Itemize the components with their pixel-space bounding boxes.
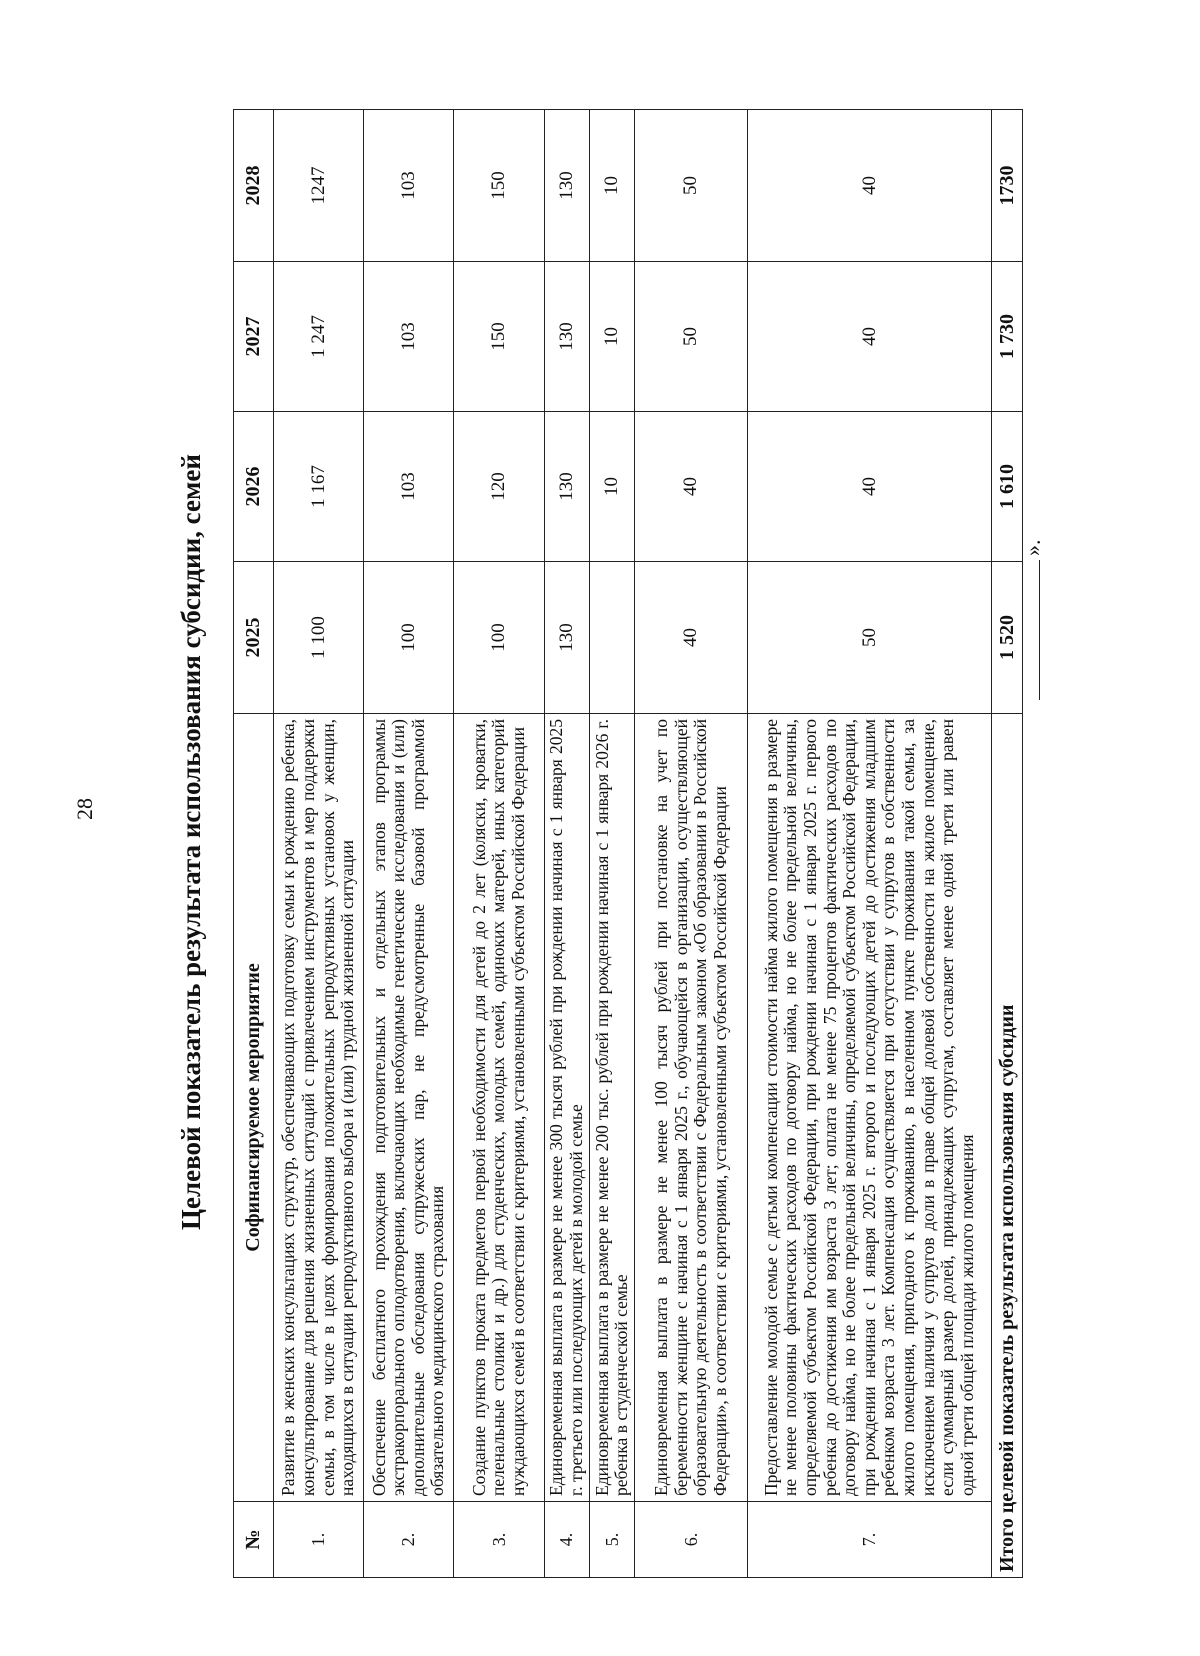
row-value-2026: 10 xyxy=(590,412,635,562)
closing-quote: ». xyxy=(1020,539,1045,556)
row-value-2026: 1 167 xyxy=(274,412,364,562)
row-value-2027: 50 xyxy=(635,262,748,412)
page-number: 28 xyxy=(72,798,97,820)
header-activity: Софинансируемое мероприятие xyxy=(234,714,274,1502)
row-value-2025: 130 xyxy=(544,562,589,714)
row-value-2026: 103 xyxy=(364,412,454,562)
subsidy-table-container xyxy=(233,110,1023,1578)
row-value-2025: 100 xyxy=(364,562,454,714)
row-activity: Единовременная выплата в размере не менее 200 тыс. рублей при рождении начиная с 1 января 2026 г. ребенка в студенческой семье xyxy=(590,714,635,1502)
table-row xyxy=(274,110,364,1578)
row-value-2027: 130 xyxy=(544,262,589,412)
row-value-2027: 103 xyxy=(364,262,454,412)
header-2028: 2028 xyxy=(234,110,274,262)
total-value-2028: 1730 xyxy=(992,110,1023,262)
row-value-2028: 150 xyxy=(454,110,544,262)
row-number: 7. xyxy=(748,1502,992,1578)
document-title: Целевой показатель результата использования субсидии, семей xyxy=(176,454,206,1230)
row-number: 3. xyxy=(454,1502,544,1578)
table-row xyxy=(748,110,992,1578)
row-activity: Предоставление молодой семье с детьми компенсации стоимости найма жилого помещения в размере не менее половины фактических расходов по договору найма, но не более предельной величины, определяемой субъектом Российской Федерации, при рождении начиная с 1 января 2025 г. первого ребенка до достижения им возраста 3 лет; оплата не менее 75 процентов фактических расходов по договору найма, но не более предельной величины, определяемой субъектом Российской Федерации, при рождении начиная с 1 января 2025 г. второго и последующих детей до достижения младшим ребенком возраста 3 лет. Компенсация осуществляется при отсутствии у супругов в собственности жилого помещения, пригодного к проживанию, в населенном пункте проживания такой семьи, за исключением наличия у супругов доли в праве общей долевой собственности на жилое помещение, если суммарный размер долей, принадлежащих супругам, составляет менее одной трети или равен одной трети общей площади жилого помещения xyxy=(748,714,992,1502)
row-value-2026: 120 xyxy=(454,412,544,562)
table-row xyxy=(544,110,589,1578)
total-label: Итого целевой показатель результата использования субсидии xyxy=(992,714,1023,1578)
row-value-2028: 103 xyxy=(364,110,454,262)
table-row xyxy=(454,110,544,1578)
row-value-2025 xyxy=(590,562,635,714)
row-activity: Развитие в женских консультациях структур, обеспечивающих подготовку семьи к рождению ребенка, консультирование для решения жизненных ситуаций с привлечением инструментов и мер поддержки семьи, в том числе в целях формирования положительных репродуктивных установок у женщин, находящихся в ситуации репродуктивного выбора и (или) трудной жизненной ситуации xyxy=(274,714,364,1502)
row-number: 5. xyxy=(590,1502,635,1578)
row-value-2026: 40 xyxy=(748,412,992,562)
total-value-2027: 1 730 xyxy=(992,262,1023,412)
table-row xyxy=(364,110,454,1578)
header-2025: 2025 xyxy=(234,562,274,714)
row-value-2025: 40 xyxy=(635,562,748,714)
row-value-2026: 40 xyxy=(635,412,748,562)
header-2026: 2026 xyxy=(234,412,274,562)
closing-mark xyxy=(1020,540,1046,701)
row-value-2027: 1 247 xyxy=(274,262,364,412)
row-value-2027: 40 xyxy=(748,262,992,412)
total-row xyxy=(992,110,1023,1578)
row-value-2027: 150 xyxy=(454,262,544,412)
table-row xyxy=(635,110,748,1578)
table-row xyxy=(590,110,635,1578)
row-activity: Создание пунктов проката предметов первой необходимости для детей до 2 лет (коляски, кроватки, пеленальные столики и др.) для студенческих, молодых семей, одиноких матерей, иных категорий нуждающихся семей в соответствии с критериями, установленными субъектом Российской Федерации xyxy=(454,714,544,1502)
row-number: 2. xyxy=(364,1502,454,1578)
row-value-2028: 130 xyxy=(544,110,589,262)
row-value-2028: 50 xyxy=(635,110,748,262)
row-value-2026: 130 xyxy=(544,412,589,562)
closing-line xyxy=(1039,560,1040,700)
row-value-2028: 1247 xyxy=(274,110,364,262)
total-value-2026: 1 610 xyxy=(992,412,1023,562)
row-number: 4. xyxy=(544,1502,589,1578)
row-value-2025: 50 xyxy=(748,562,992,714)
row-value-2028: 40 xyxy=(748,110,992,262)
row-value-2027: 10 xyxy=(590,262,635,412)
subsidy-indicator-table xyxy=(233,109,1023,1578)
row-number: 1. xyxy=(274,1502,364,1578)
row-number: 6. xyxy=(635,1502,748,1578)
row-value-2025: 1 100 xyxy=(274,562,364,714)
row-value-2028: 10 xyxy=(590,110,635,262)
row-value-2025: 100 xyxy=(454,562,544,714)
total-value-2025: 1 520 xyxy=(992,562,1023,714)
row-activity: Обеспечение бесплатного прохождения подготовительных и отдельных этапов программы экстракорпорального оплодотворения, включающих необходимые генетические исследования и (или) дополнительные обследования супружеских пар, не предусмотренные базовой программой обязательного медицинского страхования xyxy=(364,714,454,1502)
row-activity: Единовременная выплата в размере не менее 100 тысяч рублей при постановке на учет по беременности женщине с начиная с 1 января 2025 г., обучающейся в организации, осуществляющей образовательную деятельность в соответствии с Федеральным законом «Об образовании в Российской Федерации», в соответствии с критериями, установленными субъектом Российской Федерации xyxy=(635,714,748,1502)
row-activity: Единовременная выплата в размере не менее 300 тысяч рублей при рождении начиная с 1 января 2025 г. третьего или последующих детей в молодой семье xyxy=(544,714,589,1502)
header-number: № xyxy=(234,1502,274,1578)
header-2027: 2027 xyxy=(234,262,274,412)
table-header-row xyxy=(234,110,274,1578)
